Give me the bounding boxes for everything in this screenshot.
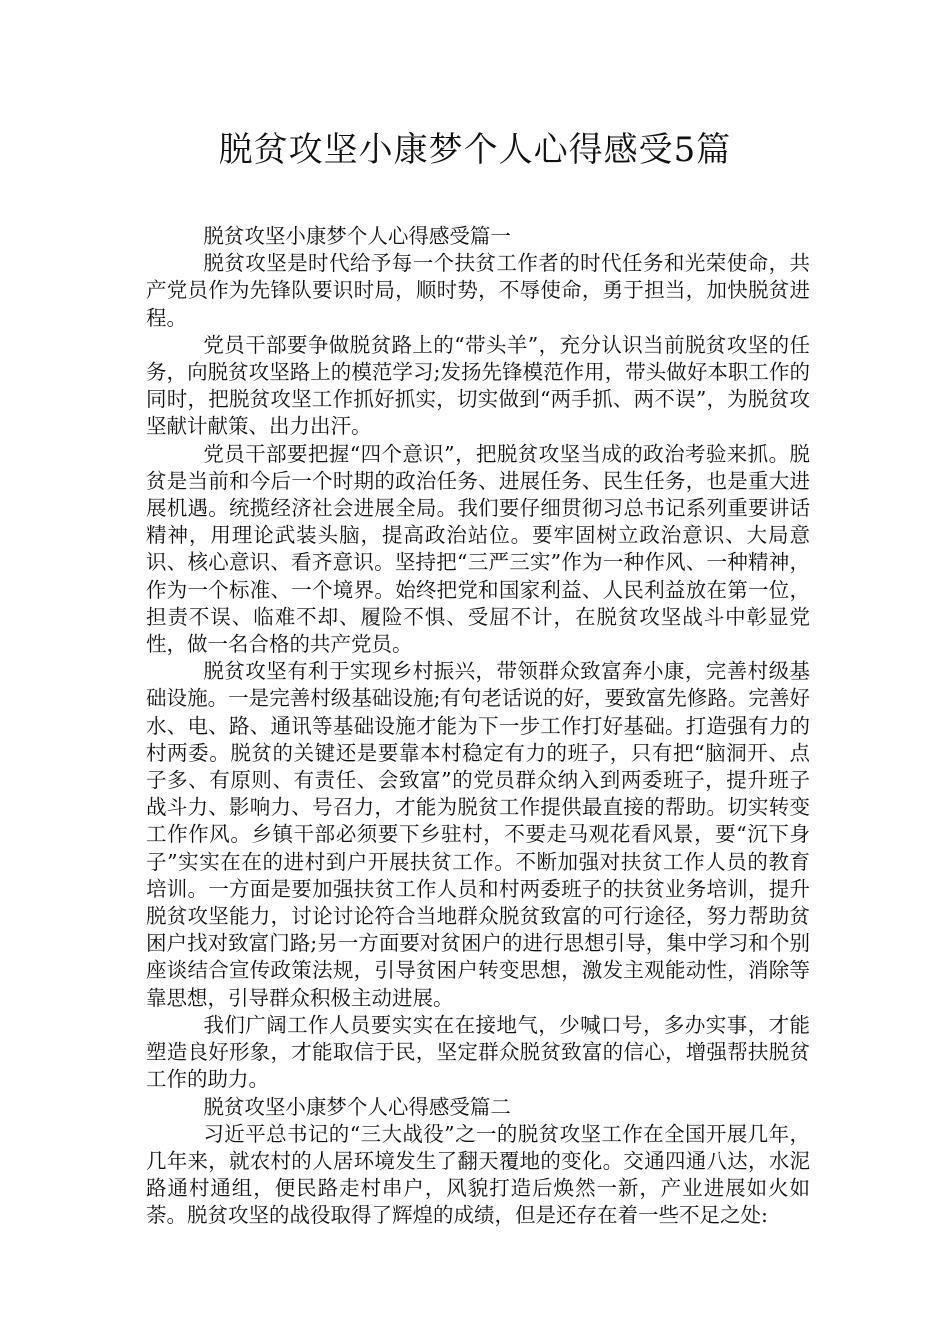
- section-heading-2: 脱贫攻坚小康梦个人心得感受篇二: [203, 1094, 511, 1119]
- paragraph: 脱贫攻坚是时代给予每一个扶贫工作者的时代任务和光荣使命，共产党员作为先锋队要识时局，顺时势，不辱使命，勇于担当，加快脱贫进程。: [146, 251, 810, 330]
- paragraph: 习近平总书记的“三大战役”之一的脱贫攻坚工作在全国开展几年，几年来，就农村的人居环境发生了翻天覆地的变化。交通四通八达，水泥路通村通组，便民路走村串户，风貌打造后焕然一新，产业进展如火如荼。脱贫攻坚的战役取得了辉煌的成绩，但是还存在着一些不足之处:: [146, 1121, 810, 1228]
- section-heading-1: 脱贫攻坚小康梦个人心得感受篇一: [203, 224, 511, 248]
- paragraph: 党员干部要把握“四个意识”，把脱贫攻坚当成的政治考验来抓。脱贫是当前和今后一个时期的政治任务、进展任务、民生任务，也是重大进展机遇。统揽经济社会进展全局。我们要仔细贯彻习总书记系列重要讲话精神，用理论武装头脑，提高政治站位。要牢固树立政治意识、大局意识、核心意识、看齐意识。坚持把“三严三实”作为一种作风、一种精神，作为一个标准、一个境界。始终把党和国家利益、人民利益放在第一位，担责不误、临难不却、履险不惧、受屈不计，在脱贫攻坚战斗中彰显党性，做一名合格的共产党员。: [146, 441, 810, 657]
- document-body: [146, 223, 810, 1230]
- paragraph: 我们广阔工作人员要实实在在接地气，少喊口号，多办实事，才能塑造良好形象，才能取信于民，坚定群众脱贫致富的信心，增强帮扶脱贫工作的助力。: [146, 1012, 810, 1092]
- paragraph: 党员干部要争做脱贫路上的“带头羊”，充分认识当前脱贫攻坚的任务，向脱贫攻坚路上的模范学习;发扬先锋模范作用，带头做好本职工作的同时，把脱贫攻坚工作抓好抓实，切实做到“两手抓、两不误”，为脱贫攻坚献计献策、出力出汗。: [146, 332, 810, 439]
- document-title: 脱贫攻坚小康梦个人心得感受5篇: [218, 130, 732, 170]
- paragraph: 脱贫攻坚有利于实现乡村振兴，带领群众致富奔小康，完善村级基础设施。一是完善村级基础设施;有句老话说的好，要致富先修路。完善好水、电、路、通讯等基础设施才能为下一步工作打好基础。打造强有力的村两委。脱贫的关键还是要靠本村稳定有力的班子，只有把“脑洞开、点子多、有原则、有责任、会致富”的党员群众纳入到两委班子，提升班子战斗力、影响力、号召力，才能为脱贫工作提供最直接的帮助。切实转变工作作风。乡镇干部必须要下乡驻村，不要走马观花看风景，要“沉下身子”实实在在的进村到户开展扶贫工作。不断加强对扶贫工作人员的教育培训。一方面是要加强扶贫工作人员和村两委班子的扶贫业务培训，提升脱贫攻坚能力，讨论讨论符合当地群众脱贫致富的可行途径，努力帮助贫困户找对致富门路;另一方面要对贫困户的进行思想引导，集中学习和个别座谈结合宣传政策法规，引导贫困户转变思想，激发主观能动性，消除等靠思想，引导群众积极主动进展。: [146, 659, 810, 1010]
